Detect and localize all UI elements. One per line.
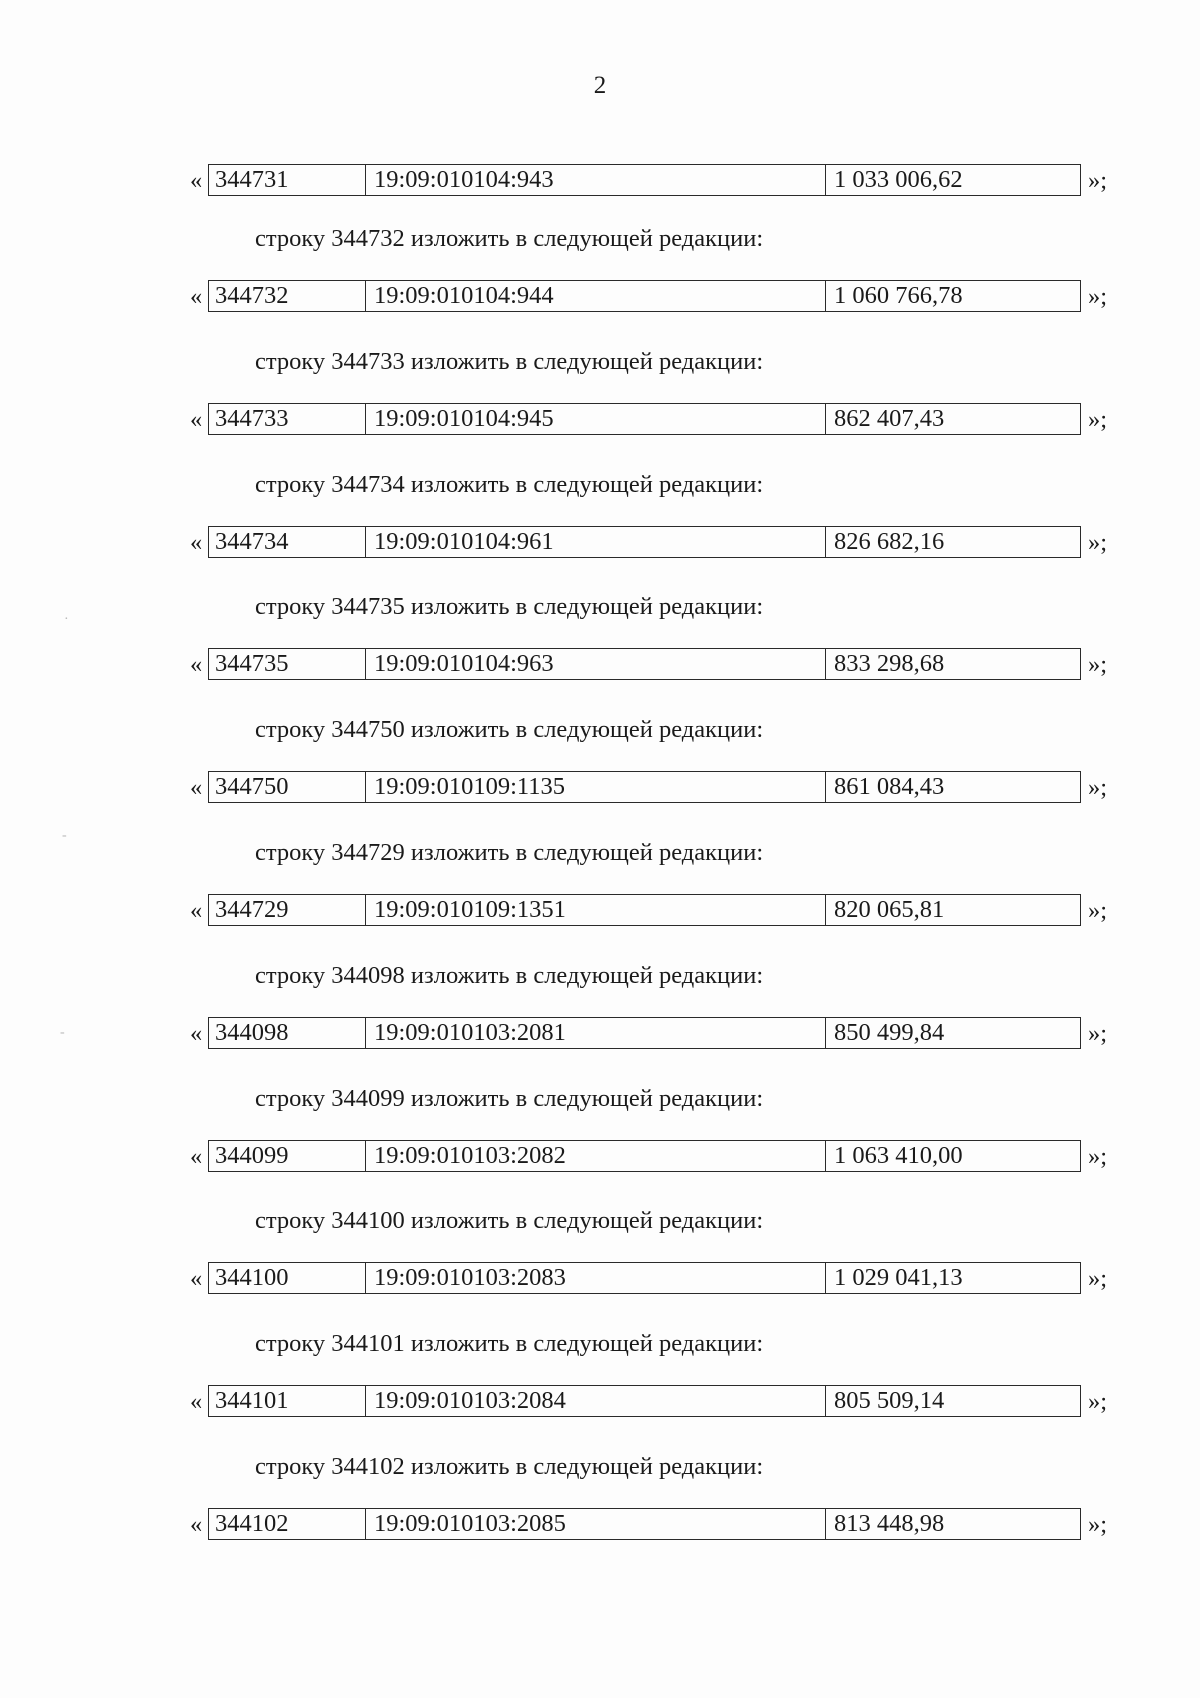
row-code-cell: 344729: [209, 895, 366, 925]
cadastral-number-cell: 19:09:010103:2084: [366, 1386, 826, 1416]
cadastral-number-cell: 19:09:010104:943: [366, 165, 826, 195]
table-row-box: [208, 1508, 1081, 1540]
amendment-caption: строку 344102 изложить в следующей редакции:: [255, 1453, 764, 1480]
quote-close: »;: [1088, 1388, 1108, 1415]
row-code-cell: 344102: [209, 1509, 366, 1539]
quote-open: «: [190, 897, 203, 924]
row-code-cell: 344735: [209, 649, 366, 679]
table-row-box: [208, 771, 1081, 803]
amendment-caption: строку 344101 изложить в следующей редакции:: [255, 1330, 764, 1357]
quote-open: «: [190, 651, 203, 678]
table-row: [0, 403, 1200, 437]
value-cell: 805 509,14: [834, 1387, 945, 1414]
row-code-cell: 344734: [209, 527, 366, 557]
quote-open: «: [190, 774, 203, 801]
amendment-caption: строку 344732 изложить в следующей редакции:: [255, 225, 764, 252]
cadastral-number-cell: 19:09:010104:944: [366, 281, 826, 311]
table-row: [0, 1508, 1200, 1542]
amendment-caption: строку 344750 изложить в следующей редакции:: [255, 716, 764, 743]
cadastral-number-cell: 19:09:010104:945: [366, 404, 826, 434]
cadastral-number-cell: 19:09:010103:2081: [366, 1018, 826, 1048]
quote-close: »;: [1088, 529, 1108, 556]
row-code-cell: 344099: [209, 1141, 366, 1171]
quote-open: «: [190, 529, 203, 556]
margin-mark: ‐: [62, 828, 67, 843]
cadastral-number-cell: 19:09:010103:2085: [366, 1509, 826, 1539]
value-cell: 1 029 041,13: [834, 1264, 963, 1291]
value-cell: 1 060 766,78: [834, 282, 963, 309]
quote-close: »;: [1088, 774, 1108, 801]
table-row: [0, 894, 1200, 928]
value-cell: 1 033 006,62: [834, 166, 963, 193]
table-row: [0, 1017, 1200, 1051]
row-code-cell: 344750: [209, 772, 366, 802]
value-cell: 850 499,84: [834, 1019, 945, 1046]
quote-open: «: [190, 1143, 203, 1170]
table-row-box: [208, 1017, 1081, 1049]
table-row: [0, 648, 1200, 682]
cadastral-number-cell: 19:09:010109:1135: [366, 772, 826, 802]
table-row: [0, 164, 1200, 198]
table-row-box: [208, 648, 1081, 680]
quote-close: »;: [1088, 1265, 1108, 1292]
amendment-caption: строку 344098 изложить в следующей редакции:: [255, 962, 764, 989]
amendment-caption: строку 344734 изложить в следующей редакции:: [255, 471, 764, 498]
value-cell: 826 682,16: [834, 528, 945, 555]
value-cell: 833 298,68: [834, 650, 945, 677]
quote-close: »;: [1088, 897, 1108, 924]
row-code-cell: 344731: [209, 165, 366, 195]
quote-close: »;: [1088, 1020, 1108, 1047]
amendment-caption: строку 344099 изложить в следующей редакции:: [255, 1085, 764, 1112]
margin-mark: ‐: [60, 1025, 65, 1040]
table-row-box: [208, 403, 1081, 435]
row-code-cell: 344732: [209, 281, 366, 311]
row-code-cell: 344098: [209, 1018, 366, 1048]
table-row: [0, 771, 1200, 805]
quote-close: »;: [1088, 651, 1108, 678]
quote-open: «: [190, 1511, 203, 1538]
value-cell: 862 407,43: [834, 405, 945, 432]
table-row: [0, 1262, 1200, 1296]
quote-open: «: [190, 283, 203, 310]
value-cell: 820 065,81: [834, 896, 945, 923]
amendment-caption: строку 344735 изложить в следующей редакции:: [255, 593, 764, 620]
quote-close: »;: [1088, 1511, 1108, 1538]
cadastral-number-cell: 19:09:010109:1351: [366, 895, 826, 925]
quote-close: »;: [1088, 406, 1108, 433]
table-row: [0, 280, 1200, 314]
table-row-box: [208, 1385, 1081, 1417]
margin-mark: ·: [64, 612, 69, 627]
row-code-cell: 344101: [209, 1386, 366, 1416]
page-number: 2: [593, 72, 607, 99]
quote-open: «: [190, 1265, 203, 1292]
cadastral-number-cell: 19:09:010103:2083: [366, 1263, 826, 1293]
quote-open: «: [190, 406, 203, 433]
value-cell: 861 084,43: [834, 773, 945, 800]
quote-close: »;: [1088, 283, 1108, 310]
cadastral-number-cell: 19:09:010103:2082: [366, 1141, 826, 1171]
table-row-box: [208, 894, 1081, 926]
cadastral-number-cell: 19:09:010104:963: [366, 649, 826, 679]
quote-open: «: [190, 167, 203, 194]
table-row-box: [208, 164, 1081, 196]
table-row: [0, 1140, 1200, 1174]
quote-open: «: [190, 1388, 203, 1415]
table-row-box: [208, 280, 1081, 312]
amendment-caption: строку 344733 изложить в следующей редакции:: [255, 348, 764, 375]
table-row-box: [208, 1140, 1081, 1172]
cadastral-number-cell: 19:09:010104:961: [366, 527, 826, 557]
table-row: [0, 526, 1200, 560]
value-cell: 1 063 410,00: [834, 1142, 963, 1169]
amendment-caption: строку 344729 изложить в следующей редакции:: [255, 839, 764, 866]
row-code-cell: 344100: [209, 1263, 366, 1293]
amendment-caption: строку 344100 изложить в следующей редакции:: [255, 1207, 764, 1234]
row-code-cell: 344733: [209, 404, 366, 434]
table-row-box: [208, 1262, 1081, 1294]
quote-open: «: [190, 1020, 203, 1047]
table-row-box: [208, 526, 1081, 558]
quote-close: »;: [1088, 1143, 1108, 1170]
value-cell: 813 448,98: [834, 1510, 945, 1537]
table-row: [0, 1385, 1200, 1419]
quote-close: »;: [1088, 167, 1108, 194]
